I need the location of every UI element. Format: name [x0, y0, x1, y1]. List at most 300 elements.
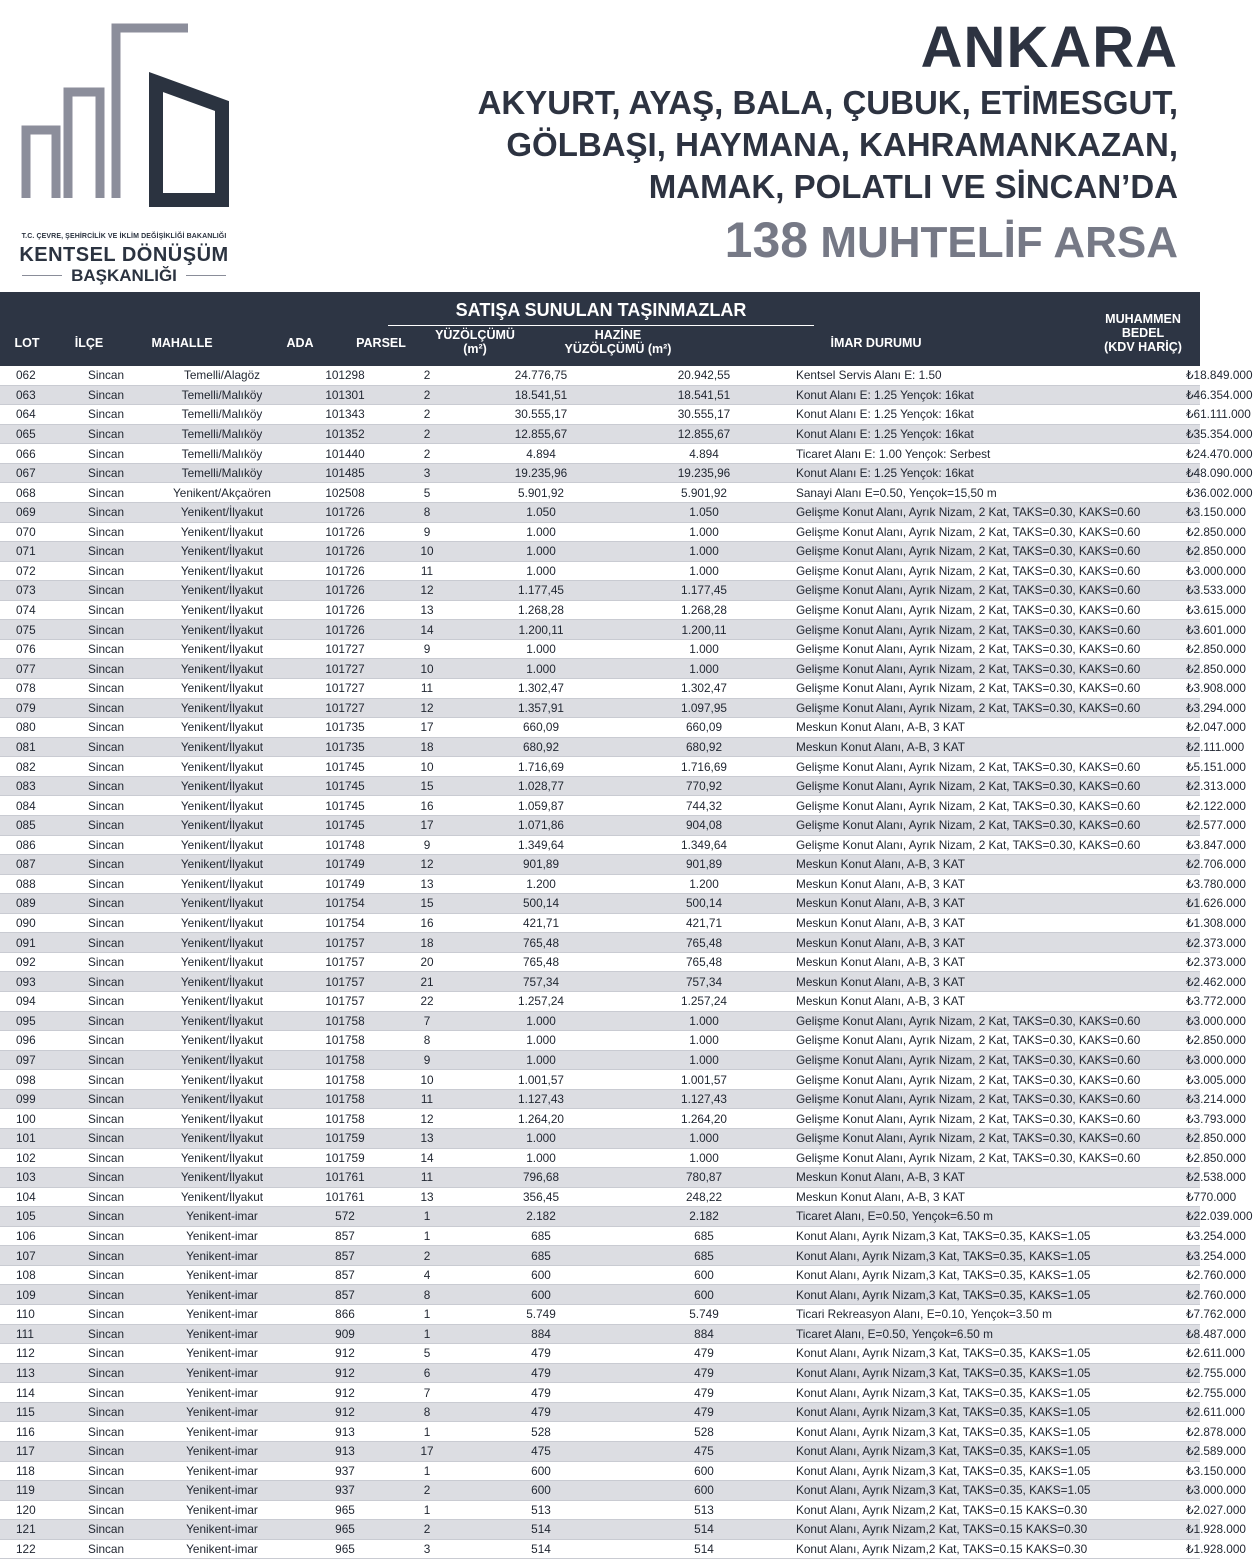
lot-cell: 111 — [0, 1324, 70, 1344]
table-row — [0, 405, 1200, 425]
table-row — [0, 1187, 1200, 1207]
mahalle-cell: Yenikent/İlyakut — [142, 835, 302, 855]
imar-cell: Konut Alanı, Ayrık Nizam,3 Kat, TAKS=0.35, KAKS=1.05 — [792, 1383, 1186, 1403]
parsel-cell: 12 — [388, 855, 466, 875]
bedel-cell: ₺2.577.000 — [1186, 815, 1200, 835]
mahalle-cell: Yenikent/İlyakut — [142, 1168, 302, 1188]
ada-cell: 101727 — [302, 698, 388, 718]
imar-cell: Meskun Konut Alanı, A-B, 3 KAT — [792, 737, 1186, 757]
mahalle-cell: Yenikent/İlyakut — [142, 679, 302, 699]
yuzolcumu-cell: 1.200 — [466, 874, 616, 894]
imar-cell: Konut Alanı, Ayrık Nizam,3 Kat, TAKS=0.35, KAKS=1.05 — [792, 1402, 1186, 1422]
lot-cell: 064 — [0, 405, 70, 425]
imar-cell: Sanayi Alanı E=0.50, Yençok=15,50 m — [792, 483, 1186, 503]
logo-ministry: T.C. ÇEVRE, ŞEHİRCİLİK VE İKLİM DEĞİŞİKLİĞİ BAKANLIĞI — [21, 233, 227, 240]
parsel-cell: 1 — [388, 1500, 466, 1520]
ilce-cell: Sincan — [70, 1539, 142, 1559]
imar-cell: Gelişme Konut Alanı, Ayrık Nizam, 2 Kat, TAKS=0.30, KAKS=0.60 — [792, 620, 1186, 640]
table-row — [0, 385, 1200, 405]
bedel-cell: ₺1.928.000 — [1186, 1539, 1200, 1559]
yuzolcumu-cell: 1.716,69 — [466, 757, 616, 777]
mahalle-cell: Yenikent-imar — [142, 1363, 302, 1383]
mahalle-cell: Temelli/Alagöz — [142, 366, 302, 385]
mahalle-cell: Yenikent/İlyakut — [142, 542, 302, 562]
logo — [18, 20, 230, 285]
ada-cell: 913 — [302, 1422, 388, 1442]
hazine-cell: 1.200 — [616, 874, 792, 894]
parsel-cell: 15 — [388, 776, 466, 796]
lot-cell: 109 — [0, 1285, 70, 1305]
yuzolcumu-cell: 1.200,11 — [466, 620, 616, 640]
lot-cell: 112 — [0, 1344, 70, 1364]
ada-cell: 101726 — [302, 561, 388, 581]
parsel-cell: 13 — [388, 1128, 466, 1148]
ada-cell: 101343 — [302, 405, 388, 425]
lot-cell: 067 — [0, 463, 70, 483]
mahalle-cell: Yenikent/İlyakut — [142, 522, 302, 542]
imar-cell: Konut Alanı, Ayrık Nizam,2 Kat, TAKS=0.15 KAKS=0.30 — [792, 1539, 1186, 1559]
yuzolcumu-cell: 680,92 — [466, 737, 616, 757]
yuzolcumu-cell: 1.000 — [466, 1050, 616, 1070]
lot-cell: 097 — [0, 1050, 70, 1070]
table-row — [0, 444, 1200, 464]
ada-cell: 866 — [302, 1305, 388, 1325]
ilce-cell: Sincan — [70, 366, 142, 385]
hazine-cell: 479 — [616, 1363, 792, 1383]
imar-cell: Ticari Rekreasyon Alanı, E=0.10, Yençok=3.50 m — [792, 1305, 1186, 1325]
parsel-cell: 21 — [388, 972, 466, 992]
ada-cell: 965 — [302, 1539, 388, 1559]
hazine-cell: 685 — [616, 1226, 792, 1246]
table-row — [0, 659, 1200, 679]
mahalle-cell: Yenikent-imar — [142, 1324, 302, 1344]
hazine-cell: 757,34 — [616, 972, 792, 992]
imar-cell: Gelişme Konut Alanı, Ayrık Nizam, 2 Kat, TAKS=0.30, KAKS=0.60 — [792, 1031, 1186, 1051]
mahalle-cell: Yenikent/İlyakut — [142, 1187, 302, 1207]
table-row — [0, 1461, 1200, 1481]
yuzolcumu-cell: 18.541,51 — [466, 385, 616, 405]
col-lot: LOT — [14, 336, 40, 350]
lot-cell: 079 — [0, 698, 70, 718]
ilce-cell: Sincan — [70, 992, 142, 1012]
yuzolcumu-cell: 12.855,67 — [466, 424, 616, 444]
ilce-cell: Sincan — [70, 835, 142, 855]
yuzolcumu-cell: 4.894 — [466, 444, 616, 464]
mahalle-cell: Yenikent/İlyakut — [142, 1031, 302, 1051]
hazine-cell: 1.000 — [616, 1031, 792, 1051]
ilce-cell: Sincan — [70, 1070, 142, 1090]
mahalle-cell: Yenikent-imar — [142, 1441, 302, 1461]
bedel-cell: ₺8.487.000 — [1186, 1324, 1200, 1344]
ilce-cell: Sincan — [70, 1383, 142, 1403]
ada-cell: 912 — [302, 1402, 388, 1422]
mahalle-cell: Yenikent/İlyakut — [142, 972, 302, 992]
ada-cell: 101758 — [302, 1031, 388, 1051]
bedel-cell: ₺18.849.000 — [1186, 366, 1200, 385]
lot-cell: 081 — [0, 737, 70, 757]
count-number: 138 — [724, 212, 809, 268]
yuzolcumu-cell: 765,48 — [466, 933, 616, 953]
imar-cell: Gelişme Konut Alanı, Ayrık Nizam, 2 Kat, TAKS=0.30, KAKS=0.60 — [792, 1128, 1186, 1148]
table-row — [0, 1520, 1200, 1540]
hazine-cell: 30.555,17 — [616, 405, 792, 425]
table-row — [0, 874, 1200, 894]
hazine-cell: 1.000 — [616, 542, 792, 562]
mahalle-cell: Yenikent/İlyakut — [142, 1089, 302, 1109]
bedel-cell: ₺2.589.000 — [1186, 1441, 1200, 1461]
imar-cell: Konut Alanı, Ayrık Nizam,3 Kat, TAKS=0.35, KAKS=1.05 — [792, 1246, 1186, 1266]
mahalle-cell: Yenikent/İlyakut — [142, 855, 302, 875]
yuzolcumu-cell: 479 — [466, 1383, 616, 1403]
yuzolcumu-cell: 475 — [466, 1441, 616, 1461]
bedel-cell: ₺3.000.000 — [1186, 1481, 1200, 1501]
hazine-cell: 1.000 — [616, 659, 792, 679]
yuzolcumu-cell: 1.302,47 — [466, 679, 616, 699]
table-row — [0, 581, 1200, 601]
hazine-cell: 513 — [616, 1500, 792, 1520]
imar-cell: Ticaret Alanı E: 1.00 Yençok: Serbest — [792, 444, 1186, 464]
imar-cell: Kentsel Servis Alanı E: 1.50 — [792, 366, 1186, 385]
ada-cell: 101735 — [302, 737, 388, 757]
bedel-cell: ₺2.850.000 — [1186, 639, 1200, 659]
yuzolcumu-cell: 1.127,43 — [466, 1089, 616, 1109]
parsel-cell: 10 — [388, 757, 466, 777]
bedel-cell: ₺35.354.000 — [1186, 424, 1200, 444]
yuzolcumu-cell: 796,68 — [466, 1168, 616, 1188]
table-row — [0, 757, 1200, 777]
mahalle-cell: Yenikent-imar — [142, 1305, 302, 1325]
bedel-cell: ₺3.005.000 — [1186, 1070, 1200, 1090]
parsel-cell: 17 — [388, 1441, 466, 1461]
ilce-cell: Sincan — [70, 1148, 142, 1168]
yuzolcumu-cell: 1.000 — [466, 659, 616, 679]
mahalle-cell: Yenikent/İlyakut — [142, 815, 302, 835]
lot-cell: 091 — [0, 933, 70, 953]
yuzolcumu-cell: 600 — [466, 1265, 616, 1285]
table-row — [0, 894, 1200, 914]
parsel-cell: 1 — [388, 1324, 466, 1344]
yuzolcumu-cell: 1.059,87 — [466, 796, 616, 816]
bedel-cell: ₺2.122.000 — [1186, 796, 1200, 816]
bedel-cell: ₺1.626.000 — [1186, 894, 1200, 914]
parsel-cell: 9 — [388, 1050, 466, 1070]
ilce-cell: Sincan — [70, 1031, 142, 1051]
lot-cell: 106 — [0, 1226, 70, 1246]
imar-cell: Gelişme Konut Alanı, Ayrık Nizam, 2 Kat, TAKS=0.30, KAKS=0.60 — [792, 1050, 1186, 1070]
ilce-cell: Sincan — [70, 522, 142, 542]
lot-cell: 107 — [0, 1246, 70, 1266]
yuzolcumu-cell: 600 — [466, 1461, 616, 1481]
ilce-cell: Sincan — [70, 1128, 142, 1148]
mahalle-cell: Yenikent/İlyakut — [142, 502, 302, 522]
table-row — [0, 542, 1200, 562]
ilce-cell: Sincan — [70, 444, 142, 464]
ilce-cell: Sincan — [70, 1441, 142, 1461]
lot-cell: 089 — [0, 894, 70, 914]
lot-cell: 077 — [0, 659, 70, 679]
imar-cell: Gelişme Konut Alanı, Ayrık Nizam, 2 Kat, TAKS=0.30, KAKS=0.60 — [792, 502, 1186, 522]
table-row — [0, 620, 1200, 640]
table-row — [0, 1305, 1200, 1325]
lot-cell: 113 — [0, 1363, 70, 1383]
mahalle-cell: Yenikent/İlyakut — [142, 1128, 302, 1148]
group-header-underline — [388, 325, 814, 326]
lot-cell: 075 — [0, 620, 70, 640]
yuzolcumu-cell: 1.349,64 — [466, 835, 616, 855]
ilce-cell: Sincan — [70, 620, 142, 640]
parsel-cell: 2 — [388, 444, 466, 464]
ada-cell: 101757 — [302, 952, 388, 972]
bedel-cell: ₺2.611.000 — [1186, 1344, 1200, 1364]
parsel-cell: 8 — [388, 1402, 466, 1422]
bedel-cell: ₺5.151.000 — [1186, 757, 1200, 777]
imar-cell: Gelişme Konut Alanı, Ayrık Nizam, 2 Kat, TAKS=0.30, KAKS=0.60 — [792, 659, 1186, 679]
mahalle-cell: Yenikent/İlyakut — [142, 874, 302, 894]
ada-cell: 572 — [302, 1207, 388, 1227]
ilce-cell: Sincan — [70, 815, 142, 835]
ilce-cell: Sincan — [70, 894, 142, 914]
ada-cell: 912 — [302, 1383, 388, 1403]
parsel-cell: 22 — [388, 992, 466, 1012]
yuzolcumu-cell: 1.000 — [466, 1031, 616, 1051]
yuzolcumu-cell: 1.050 — [466, 502, 616, 522]
table-row — [0, 796, 1200, 816]
ada-cell: 937 — [302, 1481, 388, 1501]
hazine-cell: 600 — [616, 1481, 792, 1501]
lot-cell: 093 — [0, 972, 70, 992]
parsel-cell: 2 — [388, 366, 466, 385]
hazine-cell: 765,48 — [616, 933, 792, 953]
bedel-cell: ₺2.047.000 — [1186, 718, 1200, 738]
mahalle-cell: Yenikent/İlyakut — [142, 952, 302, 972]
ilce-cell: Sincan — [70, 698, 142, 718]
mahalle-cell: Yenikent-imar — [142, 1265, 302, 1285]
hazine-cell: 780,87 — [616, 1168, 792, 1188]
bedel-cell: ₺2.611.000 — [1186, 1402, 1200, 1422]
parsel-cell: 14 — [388, 1148, 466, 1168]
mahalle-cell: Temelli/Malıköy — [142, 424, 302, 444]
yuzolcumu-cell: 757,34 — [466, 972, 616, 992]
imar-cell: Gelişme Konut Alanı, Ayrık Nizam, 2 Kat, TAKS=0.30, KAKS=0.60 — [792, 600, 1186, 620]
yuzolcumu-cell: 1.000 — [466, 522, 616, 542]
ilce-cell: Sincan — [70, 463, 142, 483]
parsel-cell: 2 — [388, 1481, 466, 1501]
bedel-cell: ₺2.850.000 — [1186, 1148, 1200, 1168]
imar-cell: Meskun Konut Alanı, A-B, 3 KAT — [792, 874, 1186, 894]
table-row — [0, 463, 1200, 483]
hazine-cell: 1.000 — [616, 1050, 792, 1070]
parsel-cell: 2 — [388, 1520, 466, 1540]
imar-cell: Meskun Konut Alanı, A-B, 3 KAT — [792, 1187, 1186, 1207]
hazine-cell: 514 — [616, 1520, 792, 1540]
bedel-cell: ₺3.254.000 — [1186, 1246, 1200, 1266]
ilce-cell: Sincan — [70, 1422, 142, 1442]
mahalle-cell: Yenikent/Akçaören — [142, 483, 302, 503]
mahalle-cell: Yenikent-imar — [142, 1226, 302, 1246]
parsel-cell: 12 — [388, 1109, 466, 1129]
ada-cell: 101749 — [302, 874, 388, 894]
bedel-cell: ₺24.470.000 — [1186, 444, 1200, 464]
mahalle-cell: Yenikent/İlyakut — [142, 600, 302, 620]
lot-cell: 103 — [0, 1168, 70, 1188]
table-row — [0, 1344, 1200, 1364]
parsel-cell: 2 — [388, 424, 466, 444]
table-row — [0, 424, 1200, 444]
lot-cell: 080 — [0, 718, 70, 738]
ada-cell: 857 — [302, 1265, 388, 1285]
imar-cell: Gelişme Konut Alanı, Ayrık Nizam, 2 Kat, TAKS=0.30, KAKS=0.60 — [792, 542, 1186, 562]
yuzolcumu-cell: 1.000 — [466, 561, 616, 581]
parsel-cell: 9 — [388, 835, 466, 855]
lot-cell: 065 — [0, 424, 70, 444]
mahalle-cell: Temelli/Malıköy — [142, 385, 302, 405]
yuzolcumu-cell: 1.028,77 — [466, 776, 616, 796]
lot-cell: 071 — [0, 542, 70, 562]
ada-cell: 101301 — [302, 385, 388, 405]
imar-cell: Konut Alanı, Ayrık Nizam,3 Kat, TAKS=0.35, KAKS=1.05 — [792, 1226, 1186, 1246]
bedel-cell: ₺3.150.000 — [1186, 502, 1200, 522]
table-row — [0, 1050, 1200, 1070]
yuzolcumu-cell: 765,48 — [466, 952, 616, 972]
bedel-cell: ₺2.755.000 — [1186, 1383, 1200, 1403]
bedel-cell: ₺3.150.000 — [1186, 1461, 1200, 1481]
table-row — [0, 1070, 1200, 1090]
bedel-cell: ₺3.294.000 — [1186, 698, 1200, 718]
table-row — [0, 1481, 1200, 1501]
mahalle-cell: Yenikent/İlyakut — [142, 639, 302, 659]
mahalle-cell: Yenikent/İlyakut — [142, 913, 302, 933]
yuzolcumu-cell: 685 — [466, 1226, 616, 1246]
yuzolcumu-cell: 1.001,57 — [466, 1070, 616, 1090]
hazine-cell: 1.302,47 — [616, 679, 792, 699]
table-row — [0, 1168, 1200, 1188]
hazine-cell: 600 — [616, 1461, 792, 1481]
hazine-cell: 600 — [616, 1265, 792, 1285]
ilce-cell: Sincan — [70, 933, 142, 953]
bedel-cell: ₺3.533.000 — [1186, 581, 1200, 601]
lot-cell: 087 — [0, 855, 70, 875]
hazine-cell: 1.264,20 — [616, 1109, 792, 1129]
table-row — [0, 1265, 1200, 1285]
ada-cell: 101727 — [302, 659, 388, 679]
ilce-cell: Sincan — [70, 796, 142, 816]
imar-cell: Gelişme Konut Alanı, Ayrık Nizam, 2 Kat, TAKS=0.30, KAKS=0.60 — [792, 1070, 1186, 1090]
ada-cell: 101726 — [302, 522, 388, 542]
ada-cell: 101727 — [302, 639, 388, 659]
parsel-cell: 18 — [388, 933, 466, 953]
imar-cell: Meskun Konut Alanı, A-B, 3 KAT — [792, 992, 1186, 1012]
ada-cell: 965 — [302, 1520, 388, 1540]
lot-cell: 088 — [0, 874, 70, 894]
lot-cell: 082 — [0, 757, 70, 777]
parsel-cell: 8 — [388, 1031, 466, 1051]
hazine-cell: 680,92 — [616, 737, 792, 757]
parsel-cell: 5 — [388, 1344, 466, 1364]
yuzolcumu-cell: 528 — [466, 1422, 616, 1442]
col-yuzolcumu-line1: YÜZÖLÇÜMÜ — [435, 328, 515, 342]
imar-cell: Gelişme Konut Alanı, Ayrık Nizam, 2 Kat, TAKS=0.30, KAKS=0.60 — [792, 815, 1186, 835]
hazine-cell: 475 — [616, 1441, 792, 1461]
ilce-cell: Sincan — [70, 1285, 142, 1305]
imar-cell: Gelişme Konut Alanı, Ayrık Nizam, 2 Kat, TAKS=0.30, KAKS=0.60 — [792, 639, 1186, 659]
ada-cell: 101748 — [302, 835, 388, 855]
count-text: MUHTELİF ARSA — [820, 218, 1178, 267]
imar-cell: Ticaret Alanı, E=0.50, Yençok=6.50 m — [792, 1207, 1186, 1227]
bedel-cell: ₺2.850.000 — [1186, 1128, 1200, 1148]
bedel-cell: ₺2.755.000 — [1186, 1363, 1200, 1383]
yuzolcumu-cell: 600 — [466, 1285, 616, 1305]
bedel-cell: ₺2.373.000 — [1186, 952, 1200, 972]
bedel-cell: ₺2.027.000 — [1186, 1500, 1200, 1520]
ilce-cell: Sincan — [70, 718, 142, 738]
city-title: ANKARA — [920, 15, 1178, 80]
hazine-cell: 1.716,69 — [616, 757, 792, 777]
yuzolcumu-cell: 356,45 — [466, 1187, 616, 1207]
ilce-cell: Sincan — [70, 1481, 142, 1501]
imar-cell: Meskun Konut Alanı, A-B, 3 KAT — [792, 718, 1186, 738]
yuzolcumu-cell: 1.264,20 — [466, 1109, 616, 1129]
lot-cell: 098 — [0, 1070, 70, 1090]
mahalle-cell: Yenikent/İlyakut — [142, 992, 302, 1012]
table-row — [0, 1383, 1200, 1403]
mahalle-cell: Yenikent-imar — [142, 1422, 302, 1442]
ada-cell: 101726 — [302, 620, 388, 640]
table-header — [0, 292, 1200, 366]
ilce-cell: Sincan — [70, 1187, 142, 1207]
imar-cell: Gelişme Konut Alanı, Ayrık Nizam, 2 Kat, TAKS=0.30, KAKS=0.60 — [792, 698, 1186, 718]
ilce-cell: Sincan — [70, 600, 142, 620]
col-ilce: İLÇE — [74, 336, 104, 350]
ada-cell: 857 — [302, 1285, 388, 1305]
ada-cell: 857 — [302, 1246, 388, 1266]
ilce-cell: Sincan — [70, 659, 142, 679]
parsel-cell: 20 — [388, 952, 466, 972]
imar-cell: Konut Alanı, Ayrık Nizam,3 Kat, TAKS=0.35, KAKS=1.05 — [792, 1422, 1186, 1442]
hazine-cell: 600 — [616, 1285, 792, 1305]
table-row — [0, 1128, 1200, 1148]
bedel-cell: ₺3.601.000 — [1186, 620, 1200, 640]
lot-cell: 102 — [0, 1148, 70, 1168]
parsel-cell: 9 — [388, 639, 466, 659]
lot-cell: 074 — [0, 600, 70, 620]
ilce-cell: Sincan — [70, 1011, 142, 1031]
hazine-cell: 660,09 — [616, 718, 792, 738]
bedel-cell: ₺61.111.000 — [1186, 405, 1200, 425]
bedel-cell: ₺2.373.000 — [1186, 933, 1200, 953]
mahalle-cell: Yenikent-imar — [142, 1500, 302, 1520]
hazine-cell: 5.901,92 — [616, 483, 792, 503]
table-row — [0, 855, 1200, 875]
hazine-cell: 1.000 — [616, 1148, 792, 1168]
table-row — [0, 776, 1200, 796]
districts-line-2: GÖLBAŞI, HAYMANA, KAHRAMANKAZAN, — [506, 126, 1178, 163]
ilce-cell: Sincan — [70, 855, 142, 875]
imar-cell: Konut Alanı, Ayrık Nizam,3 Kat, TAKS=0.35, KAKS=1.05 — [792, 1344, 1186, 1364]
bedel-cell: ₺46.354.000 — [1186, 385, 1200, 405]
lot-cell: 085 — [0, 815, 70, 835]
lot-cell: 094 — [0, 992, 70, 1012]
mahalle-cell: Temelli/Malıköy — [142, 444, 302, 464]
lot-cell: 095 — [0, 1011, 70, 1031]
ada-cell: 101745 — [302, 815, 388, 835]
table-row — [0, 639, 1200, 659]
lot-cell: 110 — [0, 1305, 70, 1325]
logo-name-line2: BAŞKANLIĞI — [71, 266, 177, 285]
bedel-cell: ₺2.850.000 — [1186, 659, 1200, 679]
ada-cell: 101485 — [302, 463, 388, 483]
ilce-cell: Sincan — [70, 737, 142, 757]
imar-cell: Gelişme Konut Alanı, Ayrık Nizam, 2 Kat, TAKS=0.30, KAKS=0.60 — [792, 1089, 1186, 1109]
